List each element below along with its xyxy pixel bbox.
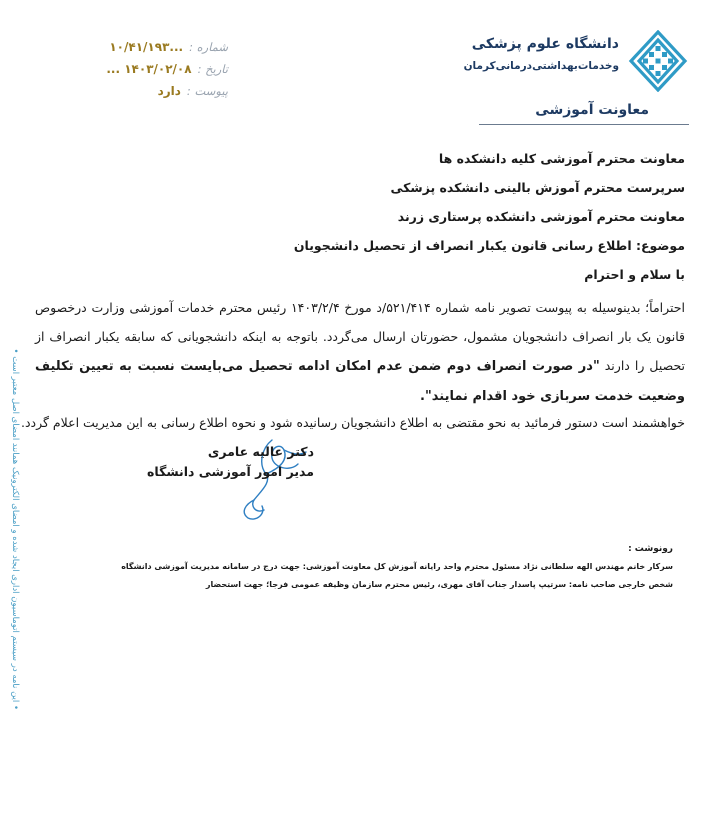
university-subtitle: وخدمات‌بهداشتی‌درمانی‌کرمان — [463, 60, 619, 72]
department-title: معاونت آموزشی — [535, 102, 649, 118]
letter-attachment-value: دارد — [157, 84, 181, 98]
letter-number-value: ...۱۰/۴۱/۱۹۳ — [109, 40, 184, 54]
letter-date-row — [88, 62, 228, 84]
electronic-signature-note-text: • این نامه در سیستم اتوماسیون اداری ایجاد شده و امضای الکترونیک همانند امضای اصل معتبر است • — [10, 348, 20, 710]
signer-name: دکتر عالیه عامری — [207, 444, 314, 459]
signature-block — [147, 440, 320, 520]
letter-attachment-label: پیوست : — [186, 84, 228, 98]
cc-block — [121, 544, 673, 594]
letter-closing: خواهشمند است دستور فرمائید به نحو مقتضی به اطلاع دانشجویان رسانیده شود و نحوه اطلاع رسانی به این مدیریت اعلام گردد. — [20, 415, 685, 430]
electronic-signature-note — [4, 340, 20, 710]
university-emblem-icon — [627, 30, 689, 92]
university-logo-block — [449, 28, 689, 92]
letter-number-row — [88, 40, 228, 62]
letter-date-value: ۱۴۰۳/۰۲/۰۸ ... — [106, 62, 192, 76]
cc-heading: رونوشت : — [628, 544, 673, 554]
letter-emphasis-text: "در صورت انصراف دوم ضمن عدم امکان ادامه تحصیل می‌بایست نسبت به تعیین تکلیف وضعیت خدمت سربازی خود اقدام نمایند". — [35, 359, 685, 404]
letter-body — [20, 148, 685, 435]
recipient-line: معاونت محترم آموزشی کلیه دانشکده ها — [438, 151, 685, 166]
letter-number-label: شماره : — [189, 40, 228, 54]
recipient-line: معاونت محترم آموزشی دانشکده پرستاری زرند — [397, 209, 685, 224]
cc-line: سرکار خانم مهندس الهه سلطانی نژاد مسئول محترم واحد رایانه آموزش کل معاونت آموزشی: جهت درج در سامانه مدیریت آموزشی دانشگاه — [121, 562, 673, 571]
signer-title: مدیر امور آموزشی دانشگاه — [147, 464, 314, 479]
university-name: دانشگاه علوم پزشکی — [471, 36, 619, 52]
letter-date-label: تاریخ : — [197, 62, 228, 76]
cc-line: شخص خارجی صاحب نامه: سرتیپ پاسدار جناب آقای مهری، رئیس محترم سازمان وظیفه عمومی فرجا؛ جهت استحضار — [205, 580, 673, 589]
header-divider — [479, 124, 689, 125]
recipient-line: سرپرست محترم آموزش بالینی دانشکده پزشکی — [390, 180, 685, 195]
letter-meta — [88, 40, 228, 106]
letter-main-paragraph — [35, 293, 685, 411]
letter-main-text: احتراماً؛ بدینوسیله به پیوست تصویر نامه شماره ۵۲۱/۴۱۴/د مورخ ۱۴۰۳/۲/۴ رئیس محترم خدمات آموزشی وزارت درخصوص قانون یک بار انصراف دانشجویان مشمول، حضورتان ارسال می‌گردد. باتوجه به اینکه دانشجویانی که سابقه یکبار انصراف از تحصیل را دارند — [35, 300, 685, 373]
letter-attachment-row — [88, 84, 228, 106]
letter-greeting: با سلام و احترام — [584, 267, 685, 282]
letter-subject: موضوع: اطلاع رسانی قانون یکبار انصراف از تحصیل دانشجویان — [293, 238, 685, 253]
